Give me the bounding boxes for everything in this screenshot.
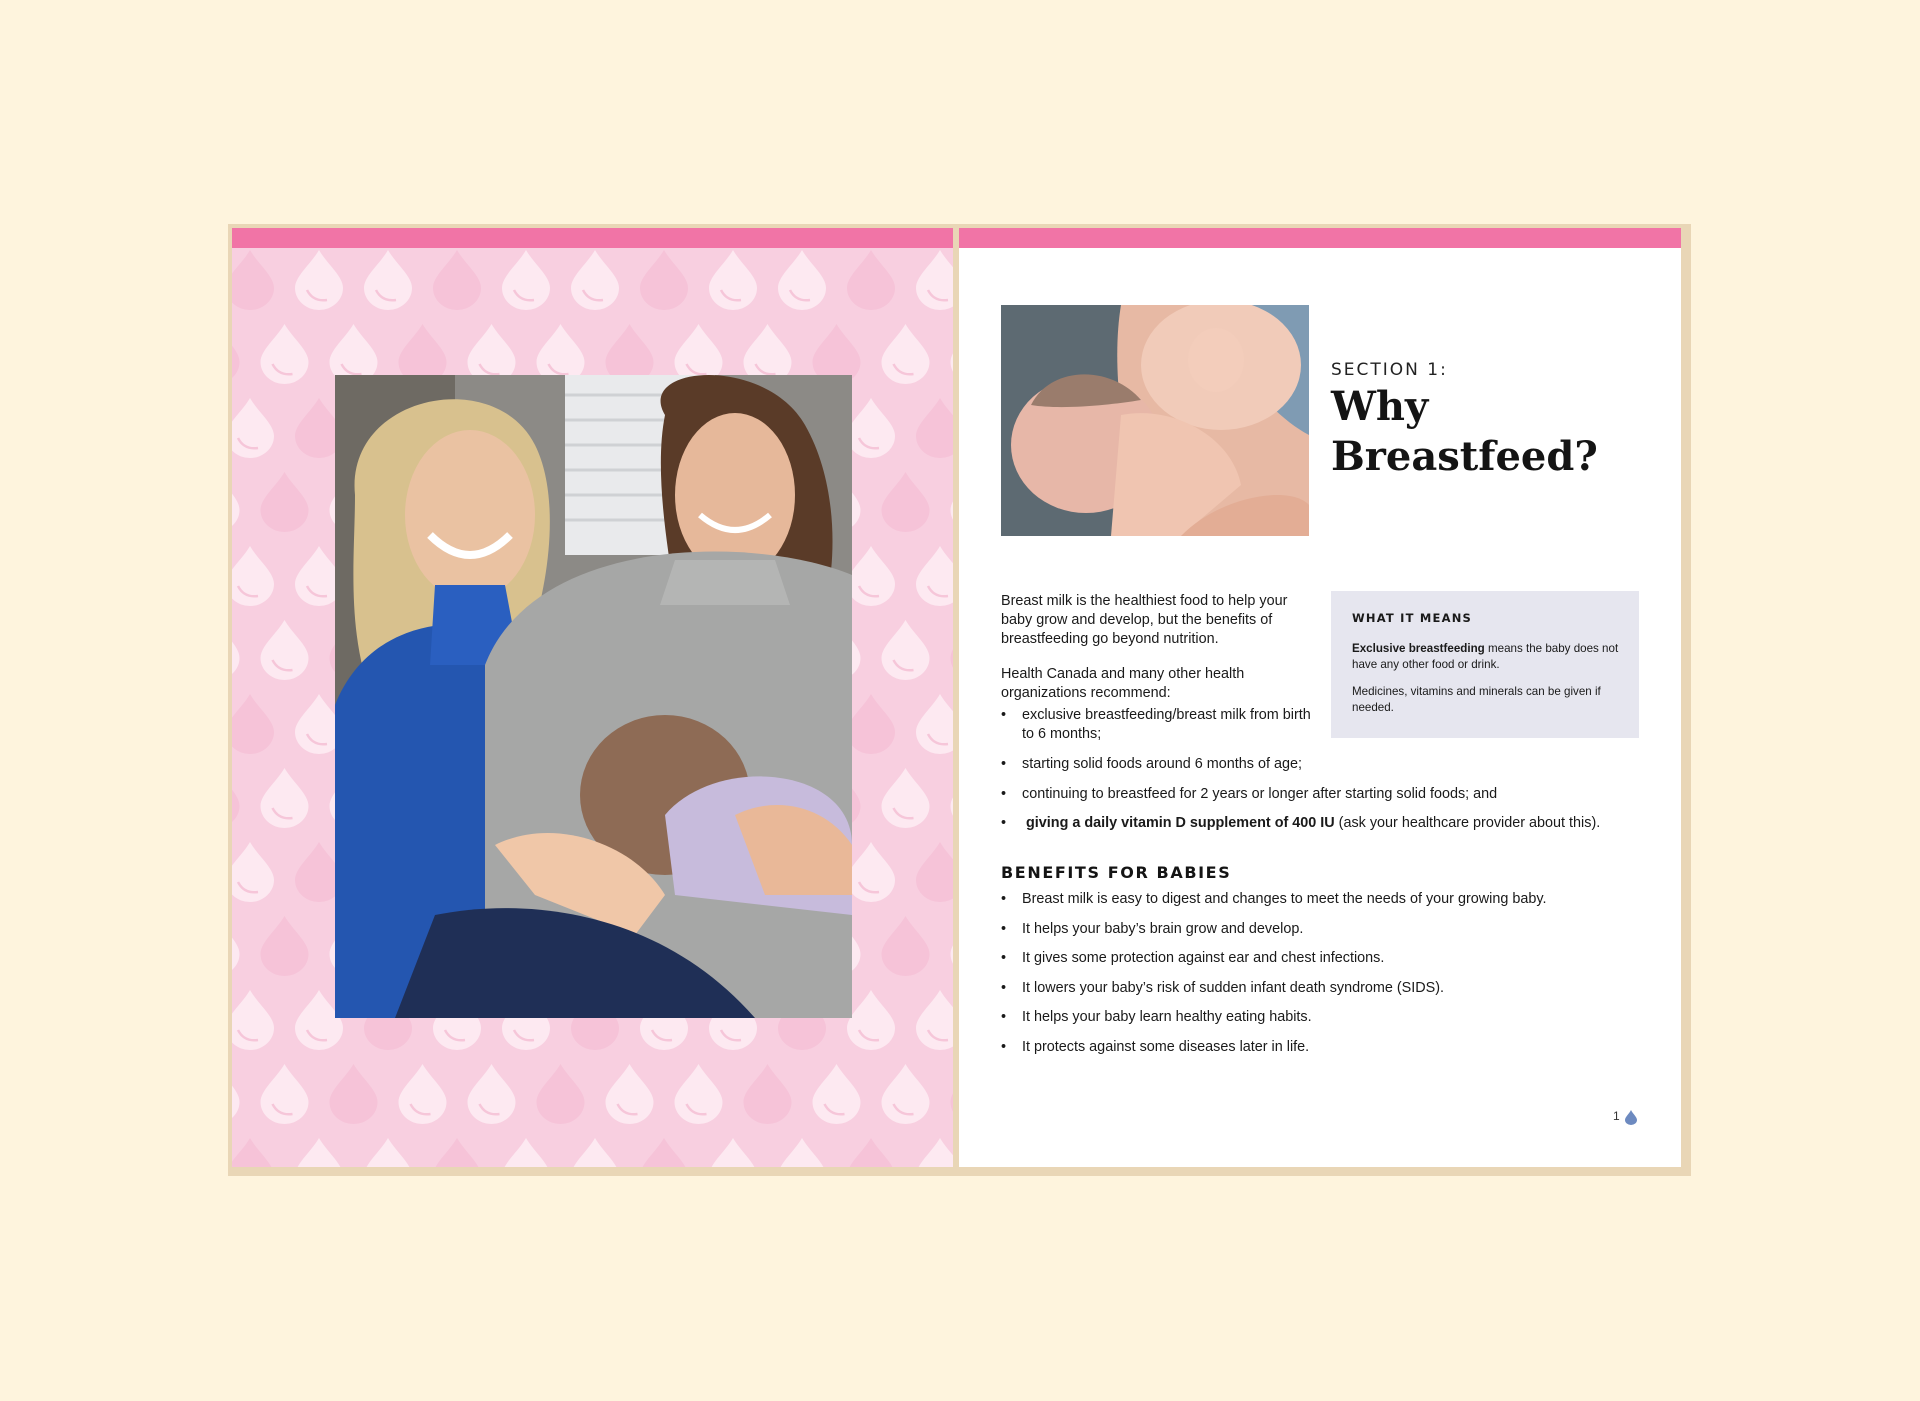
drop-shape [502,250,550,310]
drop-shape [951,916,954,976]
drop-shape [261,768,309,828]
drop-shape [468,1064,516,1124]
recommendation-text: (ask your healthcare provider about this). [1334,815,1601,831]
drop-shape [232,842,274,902]
benefit-text: It helps your baby’s brain grow and develop. [1022,921,1304,937]
drop-shape [951,472,954,532]
drop-shape [951,324,954,384]
recommendation-text: exclusive breastfeeding/breast milk from birth to 6 months; [1022,707,1311,742]
drop-shape [261,324,309,384]
drop-shape [882,916,930,976]
section-label: SECTION 1: [1331,360,1448,380]
benefit-text: It gives some protection against ear and chest infections. [1022,950,1385,966]
recommend-intro: Health Canada and many other health organizations recommend: [1001,666,1245,701]
drop-shape [882,472,930,532]
drop-shape [916,546,953,606]
drop-shape [364,1138,412,1167]
drop-shape [744,1064,792,1124]
newborn-photo [1001,305,1309,536]
drop-shape [951,620,954,680]
drop-shape [232,990,274,1050]
drop-shape [916,842,953,902]
drop-shape [709,250,757,310]
recommendation-text: starting solid foods around 6 months of age; [1022,756,1302,772]
drop-shape [261,472,309,532]
page-title: Why Breastfeed? [1331,383,1598,480]
drop-shape [232,1138,274,1167]
drop-shape [232,250,274,310]
drop-shape [778,1138,826,1167]
drop-shape [571,1138,619,1167]
drop-shape [882,324,930,384]
drop-shape [364,250,412,310]
drop-shape [330,1064,378,1124]
drop-shape [295,1138,343,1167]
vitamin-d-emphasis: giving a daily vitamin D supplement of 400 IU [1026,815,1335,831]
pink-header-band [959,228,1681,248]
drop-shape [232,768,240,828]
drop-shape [640,1138,688,1167]
drop-shape [232,1064,240,1124]
info-box-heading: WHAT IT MEANS [1352,611,1472,625]
drop-shape [606,1064,654,1124]
drop-shape [916,694,953,754]
pink-header-band [232,228,953,248]
drop-icon [1625,1110,1637,1125]
drop-shape [916,398,953,458]
drop-shape [847,1138,895,1167]
benefit-text: It helps your baby learn healthy eating habits. [1022,1009,1312,1025]
drop-shape [882,1064,930,1124]
drop-shape [709,1138,757,1167]
drop-shape [916,250,953,310]
drop-shape [778,250,826,310]
drop-shape [916,1138,953,1167]
intro-paragraph: Breast milk is the healthiest food to help your baby grow and develop, but the benefits of breastfeeding go beyond nutrition. [1001,593,1288,647]
recommendation-text: continuing to breastfeed for 2 years or longer after starting solid foods; and [1022,786,1498,802]
drop-shape [232,694,274,754]
drop-shape [675,1064,723,1124]
info-box-note: Medicines, vitamins and minerals can be given if needed. [1352,685,1601,714]
drop-shape [232,472,240,532]
drop-shape [232,324,240,384]
drop-shape [951,768,954,828]
intro-text [1001,592,1311,703]
drop-shape [232,916,240,976]
drop-shape [433,1138,481,1167]
drop-shape [882,768,930,828]
drop-shape [951,1064,954,1124]
drop-shape [537,1064,585,1124]
left-page [232,228,953,1167]
drop-shape [399,1064,447,1124]
info-box-term: Exclusive breastfeeding [1352,642,1485,655]
drop-shape [261,620,309,680]
drop-shape [847,546,895,606]
benefit-text: It protects against some diseases later in life. [1022,1039,1310,1055]
drop-shape [640,250,688,310]
drop-shape [847,250,895,310]
mothers-baby-photo [335,375,852,1018]
page-number: 1 [1613,1109,1620,1123]
drop-shape [232,546,274,606]
right-page: SECTION 1: Why Breastfeed? Breast milk is the healthiest food to help your baby grow and develop, but the benefits of breastfeeding go beyond nutrition. Health Canada and many other health organizations recommend: WHAT IT MEANS Exclusive breastfeeding means the baby does not have any other food or drink. Medicines, vitamins and minerals can be given if needed. • exclusive breastfeeding/breast milk from birth to 6 months; • starting solid foods around 6 months of age; • continuing to breastfeed for 2 years or longer after starting solid foods; and • giving a daily vitamin D supplement of 400 IU (ask your healthcare provider about this). BENEFITS FOR BABIES • Breast milk is easy to digest and changes to meet the needs of your growing baby. • It helps your baby’s brain grow and develop. • It gives some protection against ear and chest infections. • It lowers your baby’s risk of sudden infant death syndrome (SIDS). • It helps your baby learn healthy eating habits. • It protects against some diseases later in life. 1 [959,228,1681,1167]
drop-shape [847,990,895,1050]
drop-shape [847,398,895,458]
drop-shape [295,250,343,310]
drop-shape [813,1064,861,1124]
benefit-text: It lowers your baby’s risk of sudden infant death syndrome (SIDS). [1022,980,1445,996]
drop-shape [847,842,895,902]
booklet-spread [228,224,1691,1176]
drop-shape [847,694,895,754]
drop-shape [502,1138,550,1167]
what-it-means-box [1331,591,1639,738]
benefits-heading: BENEFITS FOR BABIES [1001,863,1232,882]
drop-shape [571,250,619,310]
drop-shape [232,398,274,458]
drop-shape [232,620,240,680]
drop-shape [882,620,930,680]
drop-shape [433,250,481,310]
drop-shape [261,916,309,976]
drop-shape [916,990,953,1050]
info-box-definition [1352,641,1630,673]
benefit-text: Breast milk is easy to digest and changes to meet the needs of your growing baby. [1022,891,1547,907]
drop-shape [261,1064,309,1124]
info-box-definition-text: means the baby does not have any other food or drink. [1352,642,1619,671]
